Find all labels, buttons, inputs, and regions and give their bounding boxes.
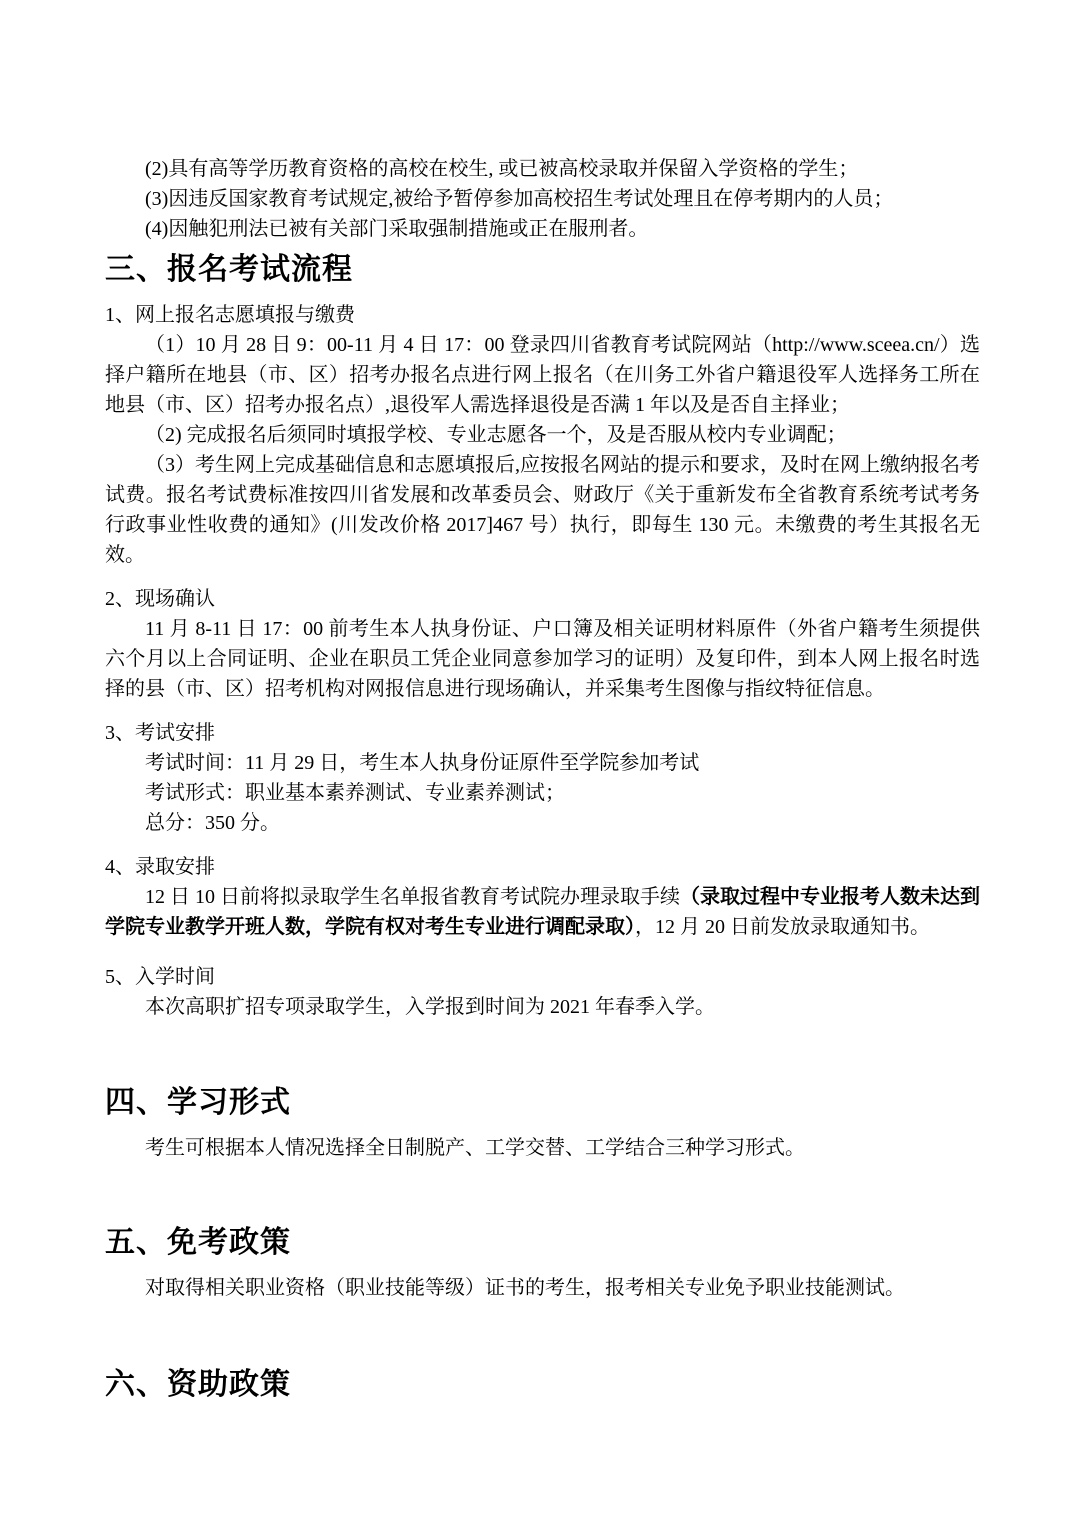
subsection-enrollment-time xyxy=(105,962,980,1022)
subsection-title-enrollment-time: 5、入学时间 xyxy=(105,966,215,988)
subsection-admission-arrangement xyxy=(105,852,980,942)
online-registration-paragraph-1: （1）10 月 28 日 9：00-11 月 4 日 17：00 登录四川省教育考试院网站（http://www.sceea.cn/）选择户籍所在地县（市、区）招考办报名点进行网上报名（在川务工外省户籍退役军人选择务工所在地县（市、区）招考办报名点）,退役军人需选择退役是否满 1 年以及是否自主择业； xyxy=(105,334,980,416)
onsite-confirmation-paragraph: 11 月 8-11 日 17：00 前考生本人执身份证、户口簿及相关证明材料原件（外省户籍考生须提供六个月以上合同证明、企业在职员工凭企业同意参加学习的证明）及复印件，到本人网上报名时选择的县（市、区）招考机构对网报信息进行现场确认，并采集考生图像与指纹特征信息。 xyxy=(105,618,980,700)
exam-form-line: 考试形式：职业基本素养测试、专业素养测试； xyxy=(145,782,565,804)
eligibility-item-2: (2)具有高等学历教育资格的高校在校生, 或已被高校录取并保留入学资格的学生； xyxy=(145,158,859,180)
subsection-exam-arrangement xyxy=(105,718,980,838)
admission-arrangement-paragraph xyxy=(105,882,980,942)
exam-time-line: 考试时间：11 月 29 日，考生本人执身份证原件至学院参加考试 xyxy=(145,752,700,774)
admission-paragraph-prefix: 12 日 10 日前将拟录取学生名单报省教育考试院办理录取手续 xyxy=(145,886,680,908)
subsection-title-online-registration: 1、网上报名志愿填报与缴费 xyxy=(105,304,355,326)
subsection-onsite-confirmation xyxy=(105,584,980,704)
section-heading-study-form: 四、学习形式 xyxy=(105,1086,291,1119)
subsection-title-exam-arrangement: 3、考试安排 xyxy=(105,722,215,744)
admission-paragraph-suffix: ，12 月 20 日前发放录取通知书。 xyxy=(635,916,930,938)
subsection-online-registration xyxy=(105,300,980,570)
online-registration-paragraph-3: （3）考生网上完成基础信息和志愿填报后,应按报名网站的提示和要求，及时在网上缴纳报名考试费。报名考试费标准按四川省发展和改革委员会、财政厅《关于重新发布全省教育系统考试考务行政事业性收费的通知》(川发改价格 2017]467 号）执行，即每生 130 元。未缴费的考生其报名无效。 xyxy=(105,454,980,566)
section-heading-funding-policy: 六、资助政策 xyxy=(105,1368,291,1401)
subsection-title-onsite-confirmation: 2、现场确认 xyxy=(105,588,215,610)
eligibility-item-3: (3)因违反国家教育考试规定,被给予暂停参加高校招生考试处理且在停考期内的人员； xyxy=(145,188,894,210)
eligibility-list xyxy=(105,154,980,244)
enrollment-time-paragraph: 本次高职扩招专项录取学生，入学报到时间为 2021 年春季入学。 xyxy=(145,996,715,1018)
exemption-policy-paragraph: 对取得相关职业资格（职业技能等级）证书的考生，报考相关专业免予职业技能测试。 xyxy=(145,1277,905,1299)
exam-total-score-line: 总分：350 分。 xyxy=(145,812,280,834)
online-registration-paragraph-2: （2) 完成报名后须同时填报学校、专业志愿各一个，及是否服从校内专业调配； xyxy=(145,424,847,446)
section-heading-registration-process: 三、报名考试流程 xyxy=(105,253,353,286)
eligibility-item-4: (4)因触犯刑法已被有关部门采取强制措施或正在服刑者。 xyxy=(145,218,649,240)
admission-paragraph-bold-note: （录取过程中专业报考人数未达到学院专业教学开班人数，学院有权对考生专业进行调配录取） xyxy=(105,886,980,938)
study-form-paragraph: 考生可根据本人情况选择全日制脱产、工学交替、工学结合三种学习形式。 xyxy=(145,1137,805,1159)
section-heading-exemption-policy: 五、免考政策 xyxy=(105,1226,291,1259)
subsection-title-admission-arrangement: 4、录取安排 xyxy=(105,856,215,878)
